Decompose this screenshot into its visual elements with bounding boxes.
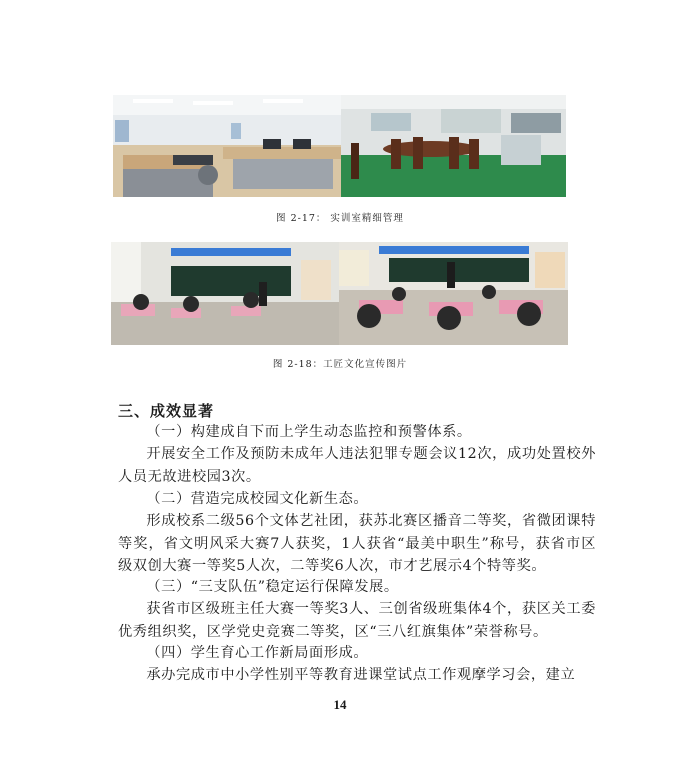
subheading-2: （二）营造完成校园文化新生态。 <box>146 491 369 507</box>
subheading-1: （一）构建成自下而上学生动态监控和预警体系。 <box>146 424 472 440</box>
figure-2-17 <box>113 95 566 197</box>
meeting-room-photo <box>341 95 566 197</box>
classroom-photo-2 <box>339 242 568 345</box>
figure-2-18 <box>111 242 568 345</box>
page-number: 14 <box>333 697 347 712</box>
figure-2-18-caption: 图 2-18：工匠文化宣传图片 <box>272 359 408 370</box>
section-heading: 三、成效显著 <box>118 402 215 420</box>
subheading-4: （四）学生育心工作新局面形成。 <box>146 645 369 661</box>
figure-2-17-caption: 图 2-17： 实训室精细管理 <box>276 213 404 224</box>
paragraph-4: 承办完成市中小学性别平等教育进课堂试点工作观摩学习会，建立 <box>146 667 576 683</box>
classroom-photo-1 <box>111 242 339 345</box>
paragraph-3: 获省市区级班主任大赛一等奖3人、三创省级班集体4个，获区关工委优秀组织奖，区学党史竞赛二等奖，区“三八红旗集体”荣誉称号。 <box>118 601 596 640</box>
paragraph-2: 形成校系二级56个文体艺社团，获苏北赛区播音二等奖，省微团课特等奖，省文明风采大赛7人获奖，1人获省“最美中职生”称号，获省市区级双创大赛一等奖5人次，二等奖6人次，市才艺展示4个特等奖。 <box>118 513 596 574</box>
computer-lab-photo <box>113 95 341 197</box>
paragraph-1: 开展安全工作及预防未成年人违法犯罪专题会议12次，成功处置校外人员无故进校园3次。 <box>118 446 596 485</box>
subheading-3: （三）“三支队伍”稳定运行保障发展。 <box>146 579 399 595</box>
